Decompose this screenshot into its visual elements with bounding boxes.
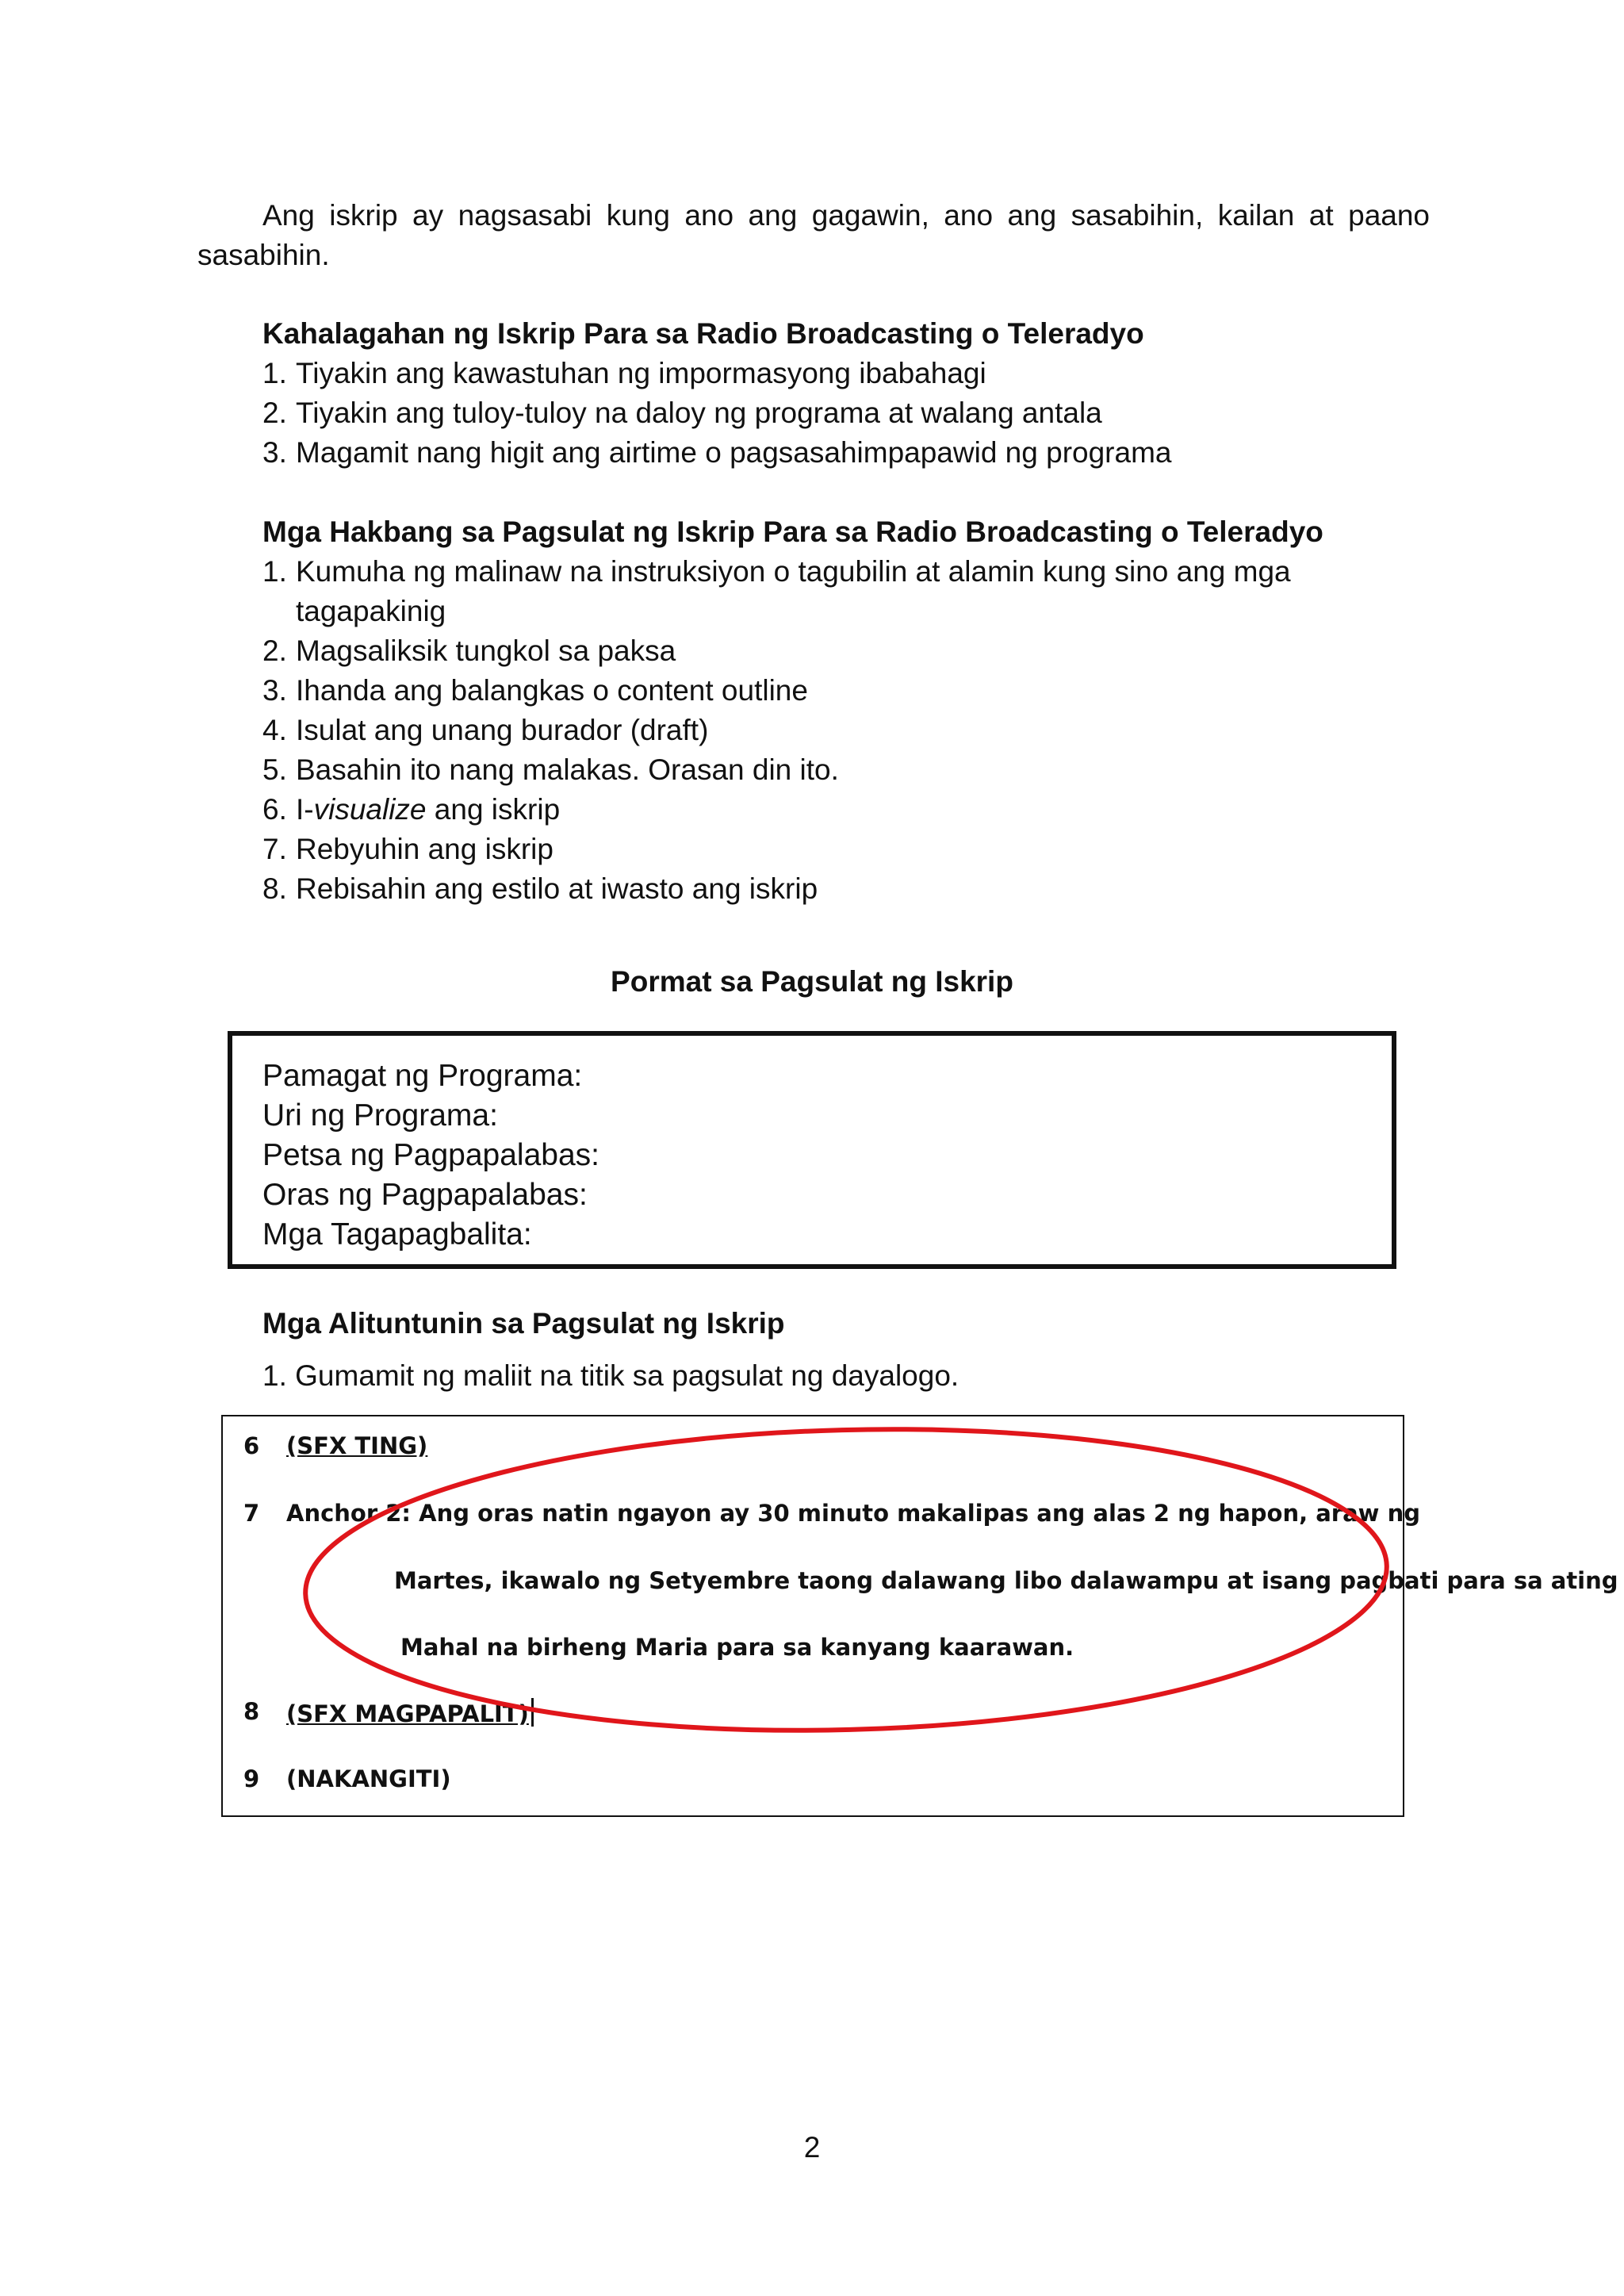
format-box (228, 1031, 1396, 1269)
importance-list (262, 354, 1436, 473)
list-item: 2. Tiyakin ang tuloy-tuloy na daloy ng programa at walang antala (262, 397, 1102, 429)
intro-line-2: sasabihin. (197, 239, 330, 271)
page-number: 2 (803, 2131, 821, 2164)
script-line-7-cont-1: Martes, ikawalo ng Setyembre taong dalawang libo dalawampu at isang pagbati para sa ating (394, 1567, 1618, 1594)
list-item: 7. Rebyuhin ang iskrip (262, 833, 553, 865)
highlight-ellipse (223, 1416, 1406, 1819)
guidelines-section (262, 1304, 1436, 1396)
list-item: 6. I-visualize ang iskrip (262, 793, 561, 826)
importance-heading: Kahalagahan ng Iskrip Para sa Radio Broadcasting o Teleradyo (262, 317, 1144, 350)
steps-heading: Mga Hakbang sa Pagsulat ng Iskrip Para sa Radio Broadcasting o Teleradyo (262, 516, 1323, 548)
list-item: 8. Rebisahin ang estilo at iwasto ang iskrip (262, 872, 818, 905)
format-field: Oras ng Pagpapalabas: (262, 1178, 588, 1212)
format-field: Uri ng Programa: (262, 1098, 498, 1133)
format-field: Pamagat ng Programa: (262, 1059, 583, 1093)
format-title: Pormat sa Pagsulat ng Iskrip (611, 965, 1013, 998)
text-cursor (531, 1698, 534, 1727)
importance-section (262, 314, 1436, 473)
script-sample-box: 6 (SFX TING) 7 Anchor 2: Ang oras natin ngayon ay 30 minuto makalipas ang alas 2 ng hapon, araw ng Martes, ikawalo ng Setyembre taong dalawang libo dalawampu at isang pagbati para sa ating Mahal na birheng Maria para sa kanyang kaarawan. 8 (SFX MAGPAPALIT) 9 (NAKANGITI) (221, 1415, 1404, 1817)
guidelines-heading: Mga Alituntunin sa Pagsulat ng Iskrip (262, 1307, 785, 1340)
format-field: Mga Tagapagbalita: (262, 1217, 532, 1251)
list-item: 4. Isulat ang unang burador (draft) (262, 714, 709, 746)
format-fields (262, 1056, 599, 1255)
format-field: Petsa ng Pagpapalabas: (262, 1138, 600, 1172)
list-item: 2. Magsaliksik tungkol sa paksa (262, 634, 676, 667)
steps-list (262, 552, 1436, 909)
list-item: 3. Ihanda ang balangkas o content outline (262, 674, 808, 707)
intro-line-1: Ang iskrip ay nagsasabi kung ano ang gagawin, ano ang sasabihin, kailan at paano (262, 199, 1430, 232)
script-line-7-cont-2: Mahal na birheng Maria para sa kanyang kaarawan. (400, 1634, 1074, 1661)
guidelines-item-1: 1. Gumamit ng maliit na titik sa pagsulat ng dayalogo. (262, 1359, 959, 1392)
list-item: 1. Kumuha ng malinaw na instruksiyon o tagubilin at alamin kung sino ang mga tagapakinig (262, 555, 1291, 627)
list-item: 1. Tiyakin ang kawastuhan ng impormasyong ibabahagi (262, 357, 986, 389)
list-item: 3. Magamit nang higit ang airtime o pagsasahimpapawid ng programa (262, 436, 1172, 469)
list-item: 5. Basahin ito nang malakas. Orasan din ito. (262, 753, 839, 786)
steps-section (262, 512, 1436, 909)
